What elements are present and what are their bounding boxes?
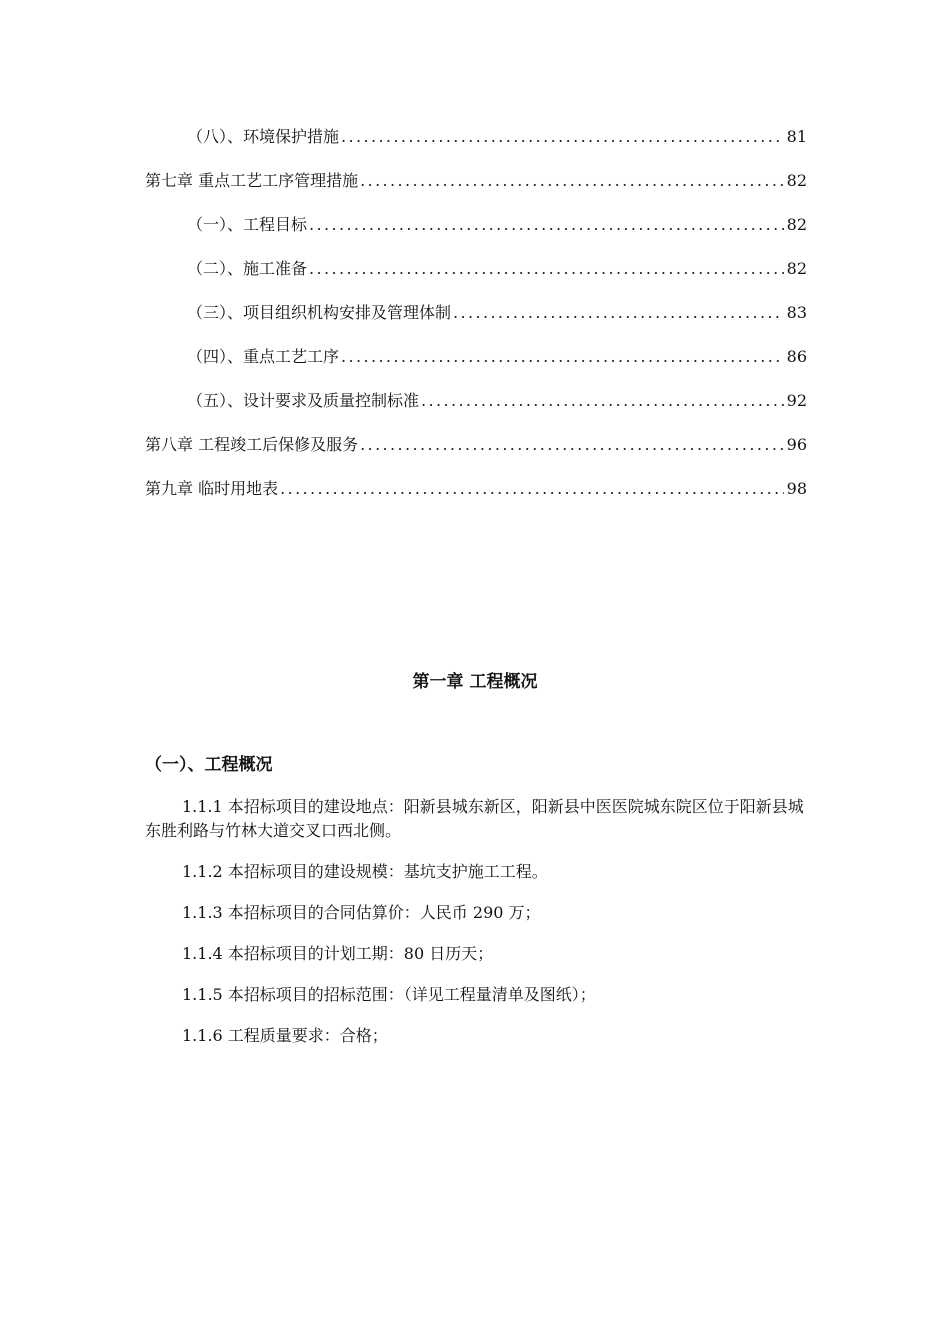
toc-dot-leader (453, 302, 784, 324)
toc-entry[interactable] (145, 390, 807, 434)
toc-entry-page: 98 (786, 479, 807, 498)
paragraph-build-scale: 1.1.2 本招标项目的建设规模：基坑支护施工工程。 (182, 862, 548, 881)
paragraph-bid-scope: 1.1.5 本招标项目的招标范围：（详见工程量清单及图纸）； (182, 985, 596, 1004)
toc-entry-title: 第七章 重点工艺工序管理措施 (145, 171, 359, 190)
toc-entry-title: （五）、设计要求及质量控制标准 (187, 391, 420, 410)
toc-dot-leader (360, 434, 784, 456)
section-heading: （一）、工程概况 (145, 755, 273, 775)
toc-entry-page: 92 (786, 391, 807, 410)
toc-entry[interactable] (145, 434, 807, 478)
toc-entry-title: 第八章 工程竣工后保修及服务 (145, 435, 359, 454)
paragraph-quality-requirement: 1.1.6 工程质量要求：合格； (182, 1026, 388, 1045)
toc-dot-leader (341, 346, 784, 368)
toc-dot-leader (280, 478, 784, 500)
toc-entry-page: 86 (786, 347, 807, 366)
toc-dot-leader (360, 170, 784, 192)
toc-entry-page: 82 (786, 215, 807, 234)
paragraph-schedule: 1.1.4 本招标项目的计划工期：80 日历天； (182, 944, 494, 963)
toc-entry-title: （二）、施工准备 (187, 259, 308, 278)
paragraph-build-location: 1.1.1 本招标项目的建设地点：阳新县城东新区，阳新县中医医院城东院区位于阳新县城东胜利路与竹林大道交叉口西北侧。 (145, 797, 804, 840)
toc-entry-title: （一）、工程目标 (187, 215, 308, 234)
chapter-title: 第一章 工程概况 (412, 672, 538, 692)
toc-entry[interactable] (145, 346, 807, 390)
toc-entry-title: （三）、项目组织机构安排及管理体制 (187, 303, 452, 322)
toc-entry[interactable] (145, 170, 807, 214)
toc-entry[interactable] (145, 302, 807, 346)
table-of-contents (145, 126, 807, 522)
toc-dot-leader (341, 126, 784, 148)
toc-entry-page: 82 (786, 171, 807, 190)
toc-entry-title: 第九章 临时用地表 (145, 479, 279, 498)
toc-entry[interactable] (145, 258, 807, 302)
toc-entry-title: （八）、环境保护措施 (187, 127, 340, 146)
toc-entry[interactable] (145, 126, 807, 170)
toc-dot-leader (421, 390, 784, 412)
toc-dot-leader (309, 258, 784, 280)
toc-entry-title: （四）、重点工艺工序 (187, 347, 340, 366)
toc-dot-leader (309, 214, 784, 236)
toc-entry-page: 81 (786, 127, 807, 146)
toc-entry-page: 82 (786, 259, 807, 278)
toc-entry[interactable] (145, 214, 807, 258)
toc-entry-page: 96 (786, 435, 807, 454)
paragraph-contract-price: 1.1.3 本招标项目的合同估算价：人民币 290 万； (182, 903, 541, 922)
toc-entry[interactable] (145, 478, 807, 522)
toc-entry-page: 83 (786, 303, 807, 322)
section-body (145, 795, 807, 1065)
